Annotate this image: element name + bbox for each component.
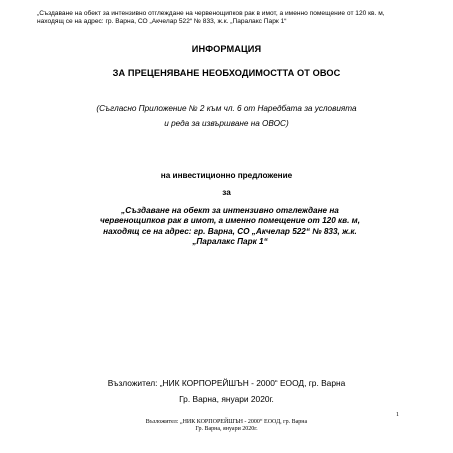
project-title-line-2: червенощипков рак в имот, а именно помещение от 120 кв. м,	[99, 216, 361, 226]
for-label: за	[222, 188, 231, 197]
project-title-line-4: „Паралакс Парк 1“	[192, 237, 268, 247]
page-footer	[0, 419, 453, 434]
legal-basis-line-2: и реда за извършване на ОВОС)	[164, 119, 289, 128]
project-title	[60, 206, 400, 248]
legal-basis	[0, 101, 453, 131]
project-title-line-1: „Създаване на обект за интензивно отглеждане на	[121, 206, 339, 215]
proposal-label: на инвестиционно предложение	[160, 171, 293, 180]
page-number: 1	[396, 412, 399, 418]
footer-place-date: Гр. Варна, януари 2020г.	[195, 426, 258, 433]
document-subtitle: ЗА ПРЕЦЕНЯВАНЕ НЕОБХОДИМОСТТА ОТ ОВОС	[112, 68, 341, 78]
header-note: „Създаване на обект за интензивно отглеждане на червенощипков рак в имот, а именно помещение от 120 кв. м, находящ се на адрес: гр. Варна, СО „Акчелар 522“ № 833, ж.к. „Паралакс Парк 1“	[37, 10, 385, 26]
place-date: Гр. Варна, януари 2020г.	[179, 394, 274, 404]
footer-contractor: Възложител: „НИК КОРПОРЕЙШЪН - 2000“ ЕООД, гр. Варна	[145, 419, 308, 425]
contractor: Възложител: „НИК КОРПОРЕЙШЪН - 2000“ ЕООД, гр. Варна	[107, 378, 346, 388]
project-title-line-3: находящ се на адрес: гр. Варна, СО „Акчелар 522“ № 833, ж.к.	[103, 226, 357, 236]
legal-basis-line-1: (Съгласно Приложение № 2 към чл. 6 от Наредбата за условията	[96, 104, 357, 113]
document-title: ИНФОРМАЦИЯ	[191, 44, 262, 54]
